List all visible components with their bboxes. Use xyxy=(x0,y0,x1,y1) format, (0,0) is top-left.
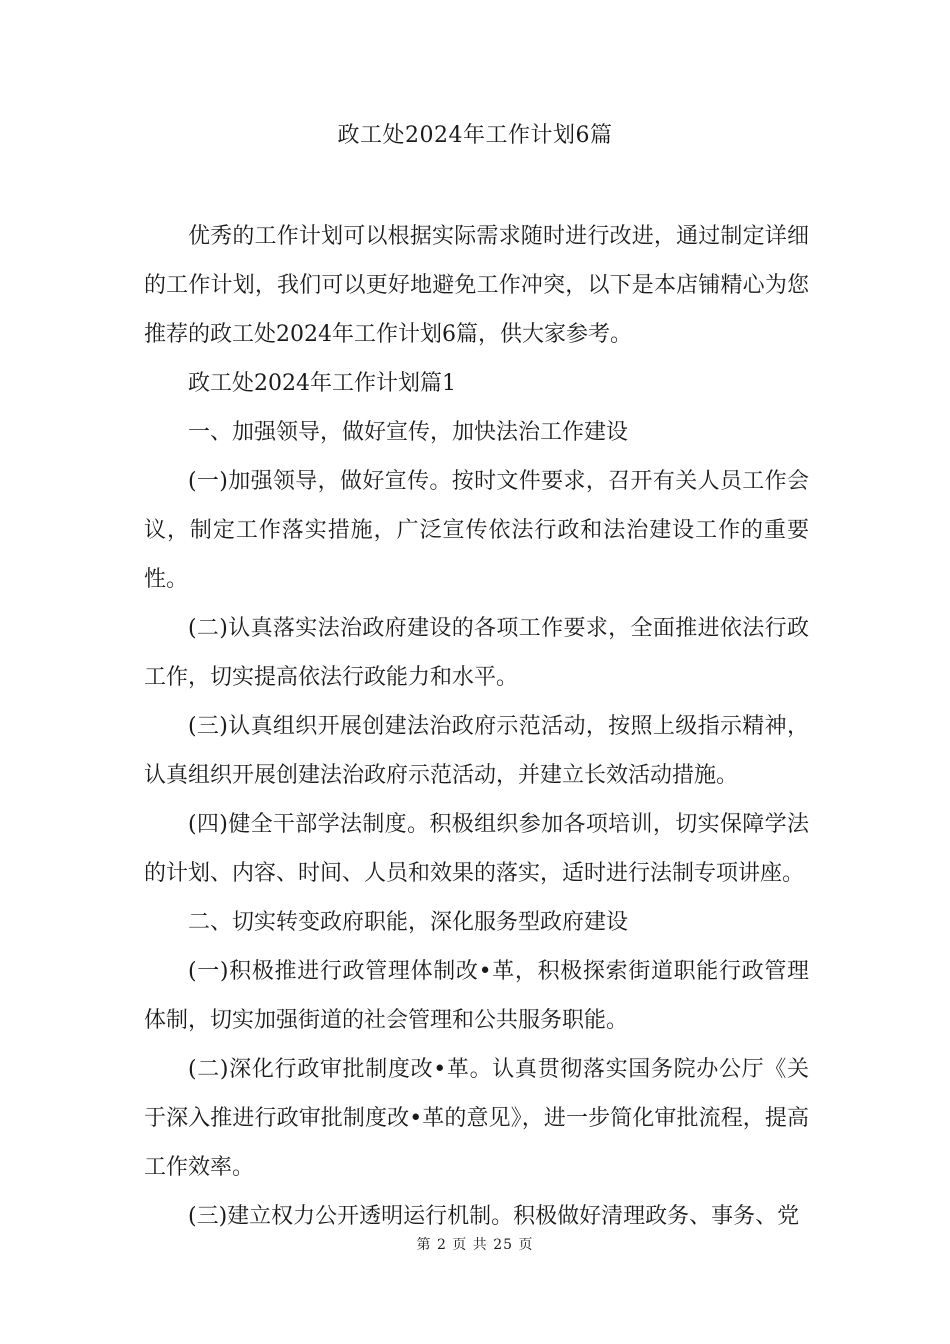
section-heading: 二、切实转变政府职能，深化服务型政府建设 xyxy=(188,910,629,935)
paragraph: 优秀的工作计划可以根据实际需求随时进行改进，通过制定详细的工作计划，我们可以更好地避免工作冲突，以下是本店铺精心为您推荐的政工处2024年工作计划6篇，供大家参考。 xyxy=(144,224,809,347)
paragraph: (三)认真组织开展创建法治政府示范活动，按照上级指示精神，认真组织开展创建法治政府示范活动，并建立长效活动措施。 xyxy=(144,714,809,788)
section-heading: 一、加强领导，做好宣传，加快法治工作建设 xyxy=(188,420,629,445)
paragraph: (一)加强领导，做好宣传。按时文件要求，召开有关人员工作会议，制定工作落实措施，广泛宣传依法行政和法治建设工作的重要性。 xyxy=(144,469,809,592)
paragraph: (二)认真落实法治政府建设的各项工作要求，全面推进依法行政工作，切实提高依法行政能力和水平。 xyxy=(144,616,809,690)
document-body xyxy=(144,212,809,1241)
paragraph: (二)深化行政审批制度改•革。认真贯彻落实国务院办公厅《关于深入推进行政审批制度改•革的意见》，进一步简化审批流程，提高工作效率。 xyxy=(144,1057,809,1180)
paragraph: (三)建立权力公开透明运行机制。积极做好清理政务、事务、党 xyxy=(188,1204,800,1229)
section-heading: 政工处2024年工作计划篇1 xyxy=(188,371,456,396)
page-number-footer: 第 2 页 共 25 页 xyxy=(416,1237,534,1253)
paragraph: (四)健全干部学法制度。积极组织参加各项培训，切实保障学法的计划、内容、时间、人员和效果的落实，适时进行法制专项讲座。 xyxy=(144,812,809,886)
paragraph: (一)积极推进行政管理体制改•革，积极探索街道职能行政管理体制，切实加强街道的社会管理和公共服务职能。 xyxy=(144,959,809,1033)
document-title: 政工处2024年工作计划6篇 xyxy=(337,123,613,148)
